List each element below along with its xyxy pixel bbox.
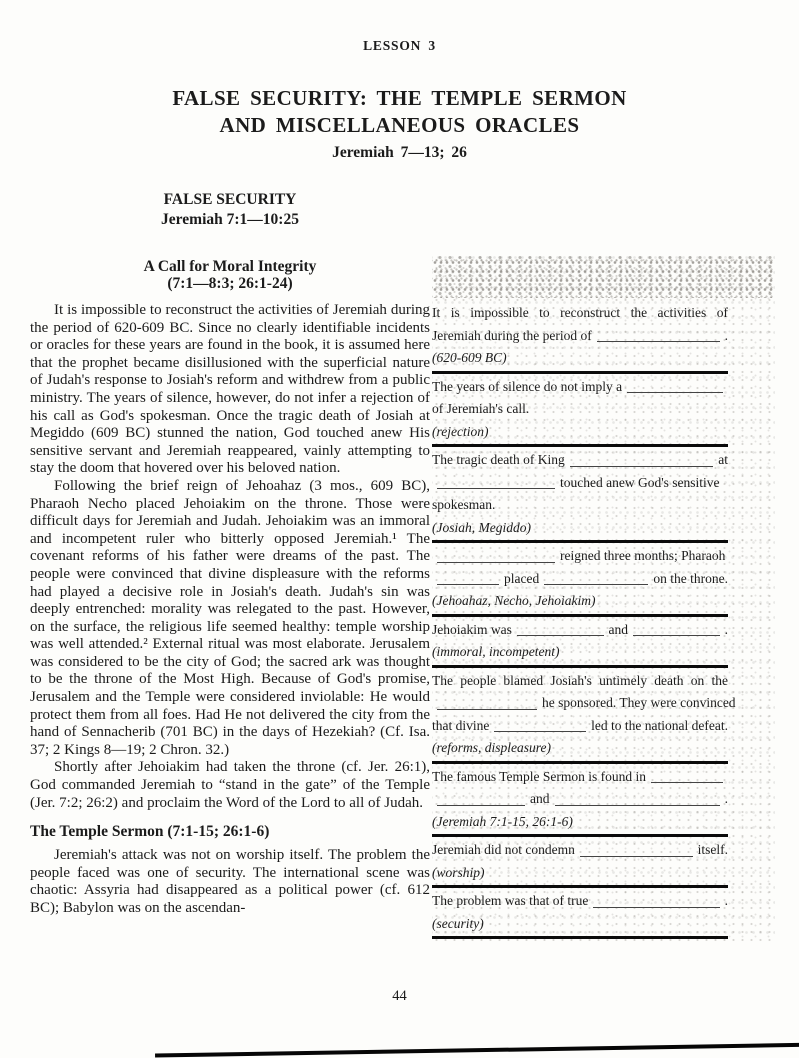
worksheet-statement-line (432, 890, 728, 913)
fill-in-blank-line (597, 340, 720, 342)
worksheet-statement-text: and (530, 791, 550, 806)
body-paragraph: It is impossible to reconstruct the activities of Jeremiah during the period of 620-609 BC. Since no clearly identifiable incidents or oracles for these years are found in the book, it is assumed here that the prophet became disillusioned with the superficial nature of Judah's response to Josiah's reform and withdrew from a public ministry. The years of silence, however, do not infer a rejection of his call as God's spokesman. Once the tragic death of Josiah at Megiddo (609 BC) stunned the nation, God touched anew His sensitive servant and Jeremiah reappeared, vainly attempting to stay the doom that hovered over his beloved nation. (30, 302, 430, 477)
worksheet-statement-text: that divine (432, 717, 490, 733)
worksheet-statement-text: Jeremiah did not condemn (432, 842, 575, 857)
worksheet-statement-text: and (608, 621, 628, 637)
fill-in-blank-line (633, 634, 720, 636)
worksheet-divider-rule (432, 665, 728, 668)
worksheet-statement-text: The famous Temple Sermon is found in (432, 768, 647, 784)
worksheet-statement-text: . (724, 791, 728, 806)
worksheet-divider-rule (432, 371, 728, 374)
fill-in-blank-line (437, 708, 537, 710)
worksheet-statement-text: spokesman. (432, 497, 496, 512)
fill-in-blank-line (627, 391, 723, 393)
fill-in-blank-line (517, 634, 604, 636)
worksheet-answer: (Jeremiah 7:1-15, 26:1-6) (432, 813, 573, 829)
fill-in-blank-line (651, 781, 723, 783)
fill-in-blank-line (437, 561, 555, 563)
section-heading-block (30, 190, 430, 230)
worksheet-divider-rule (432, 444, 728, 447)
subsection-scripture-ref: (7:1—8:3; 26:1-24) (167, 275, 293, 292)
worksheet-item (432, 376, 728, 444)
worksheet-statement-line (432, 545, 728, 568)
worksheet-statement-text: on the throne. (653, 570, 728, 586)
worksheet-statement-line (432, 839, 728, 862)
worksheet-statement-text: . (724, 621, 728, 637)
fill-in-blank-line (570, 465, 714, 467)
worksheet-statement-line (432, 692, 736, 715)
worksheet-item (432, 302, 728, 370)
worksheet-statement-line (432, 449, 728, 472)
body-paragraph: Jeremiah's attack was not on worship itself. The problem the people faced was one of security. The international scene was chaotic: Assyria had disappeared as a political power (cf. 612 BC); Babylon was on the ascendan- (30, 847, 430, 916)
worksheet-statement-line (432, 376, 728, 399)
worksheet-statement-line (432, 788, 728, 811)
fill-in-blank-line (544, 583, 648, 585)
worksheet-statement-text: itself. (697, 842, 728, 857)
scan-noise-band (432, 256, 775, 298)
worksheet-statement-line: It is impossible to reconstruct the activities of (432, 305, 728, 320)
worksheet-divider-rule (432, 761, 728, 764)
worksheet-divider-rule (432, 885, 728, 888)
worksheet-item (432, 766, 728, 834)
temple-sermon-heading: The Temple Sermon (7:1-15; 26:1-6) (30, 823, 270, 841)
worksheet-item (432, 890, 728, 935)
worksheet-statement-text: Jeremiah during the period of (432, 327, 592, 343)
worksheet-answer: (620-609 BC) (432, 350, 507, 365)
worksheet-statement-text: touched anew God's sensitive (560, 474, 720, 490)
worksheet-item (432, 670, 736, 760)
worksheet-divider-rule (432, 540, 728, 543)
worksheet-item (432, 839, 728, 884)
worksheet-statement-line (432, 568, 728, 591)
worksheet-answer: (immoral, incompetent) (432, 644, 560, 659)
worksheet-statement-line (432, 325, 728, 348)
worksheet-statement-line (432, 766, 728, 789)
fill-in-blank-line (580, 855, 693, 857)
worksheet-item (432, 619, 728, 664)
main-text-column (30, 190, 430, 918)
fill-in-blank-line (555, 804, 720, 806)
worksheet-statement-line: The people blamed Josiah's untimely death on the (432, 672, 728, 688)
section-heading: FALSE SECURITY (163, 191, 297, 208)
fill-in-blank-line (593, 906, 719, 908)
worksheet-answer: (Jehoahaz, Necho, Jehoiakim) (432, 593, 596, 608)
worksheet-answer: (reforms, displeasure) (432, 740, 551, 755)
worksheet-statement-text: he sponsored. They were convinced (542, 695, 736, 710)
worksheet-divider-rule (432, 614, 728, 617)
worksheet-statement-text: The problem was that of true (432, 893, 589, 908)
fill-in-blank-line (437, 487, 555, 489)
fill-in-blank-line (437, 804, 525, 806)
body-paragraph: Following the brief reign of Jehoahaz (3 mos., 609 BC), Pharaoh Necho placed Jehoiakim on the throne. Those were difficult days for Jeremiah and Judah. Jehoiakim was an immoral and incompetent ruler who bitterly opposed Jeremiah.¹ The covenant reforms of his father were dreams of the past. The people were convinced that divine displeasure with the reforms had played a decisive role in Josiah's death. Judah's sin was deeply entrenched: morality was relegated to the past. However, on the surface, the religious life seemed healthy: temple worship was well attended.² External ritual was most elaborate. Jerusalem was considered to be the city of God; the sacred ark was thought to be the throne of the Most High. Because of God's promise, Jerusalem and the Temple were considered inviolable: He would protect them from all foes. Had He not delivered the city from the hand of Sennacherib (701 BC) in the days of Hezekiah? (Cf. Isa. 37; 2 Kings 8—19; 2 Chron. 32.) (30, 477, 430, 758)
worksheet-statement-text: The years of silence do not imply a (432, 378, 623, 394)
subsection-heading-block (30, 258, 430, 292)
worksheet-answer: (worship) (432, 864, 485, 880)
worksheet-item (432, 545, 728, 613)
worksheet-statement-line (432, 619, 728, 642)
worksheet-statement-text: led to the national defeat. (591, 717, 728, 733)
worksheet-statement-text: . (724, 893, 728, 908)
worksheet-answer: (Josiah, Megiddo) (432, 519, 531, 535)
worksheet-statement-text: of Jeremiah's call. (432, 401, 530, 416)
section-scripture-ref: Jeremiah 7:1—10:25 (161, 211, 299, 228)
fill-in-blank-line (494, 730, 586, 732)
worksheet-statement-text: at (718, 452, 728, 467)
page-header (0, 38, 799, 162)
worksheet-statement-text: The tragic death of King (432, 452, 565, 467)
worksheet-statement-text: . (724, 327, 728, 343)
worksheet-answer: (security) (432, 915, 484, 931)
lesson-label: LESSON 3 (363, 38, 436, 53)
page-title-line-2: AND MISCELLANEOUS ORACLES (219, 113, 580, 137)
worksheet-statement-text: placed (504, 570, 540, 586)
worksheet-items (432, 302, 736, 939)
page-title (0, 85, 799, 139)
worksheet-answer: (rejection) (432, 423, 489, 439)
body-paragraph: Shortly after Jehoiakim had taken the throne (cf. Jer. 26:1), God commanded Jeremiah to “stand in the gate” of the Temple (Jer. 7:2; 26:2) and proclaim the Word of the Lord to all of Judah. (30, 759, 430, 811)
worksheet-column (432, 256, 775, 941)
worksheet-statement-line (432, 398, 728, 421)
worksheet-divider-rule (432, 834, 728, 837)
fill-in-blank-line (437, 583, 499, 585)
body-paragraphs (30, 302, 430, 812)
worksheet-statement-line (432, 472, 728, 495)
worksheet-statement-line (432, 494, 728, 517)
worksheet-divider-rule (432, 936, 728, 939)
worksheet-statement-line (432, 715, 728, 738)
worksheet-item (432, 449, 728, 539)
subsection-heading: A Call for Moral Integrity (143, 258, 317, 275)
page-title-line-1: FALSE SECURITY: THE TEMPLE SERMON (172, 86, 627, 110)
temple-sermon-paragraphs (30, 847, 430, 917)
page-number: 44 (392, 988, 407, 1004)
scripture-reference: Jeremiah 7—13; 26 (332, 144, 467, 161)
worksheet-statement-text: reigned three months; Pharaoh (560, 548, 726, 563)
scan-artifact-line (155, 1042, 799, 1057)
worksheet-statement-text: Jehoiakim was (432, 621, 512, 637)
